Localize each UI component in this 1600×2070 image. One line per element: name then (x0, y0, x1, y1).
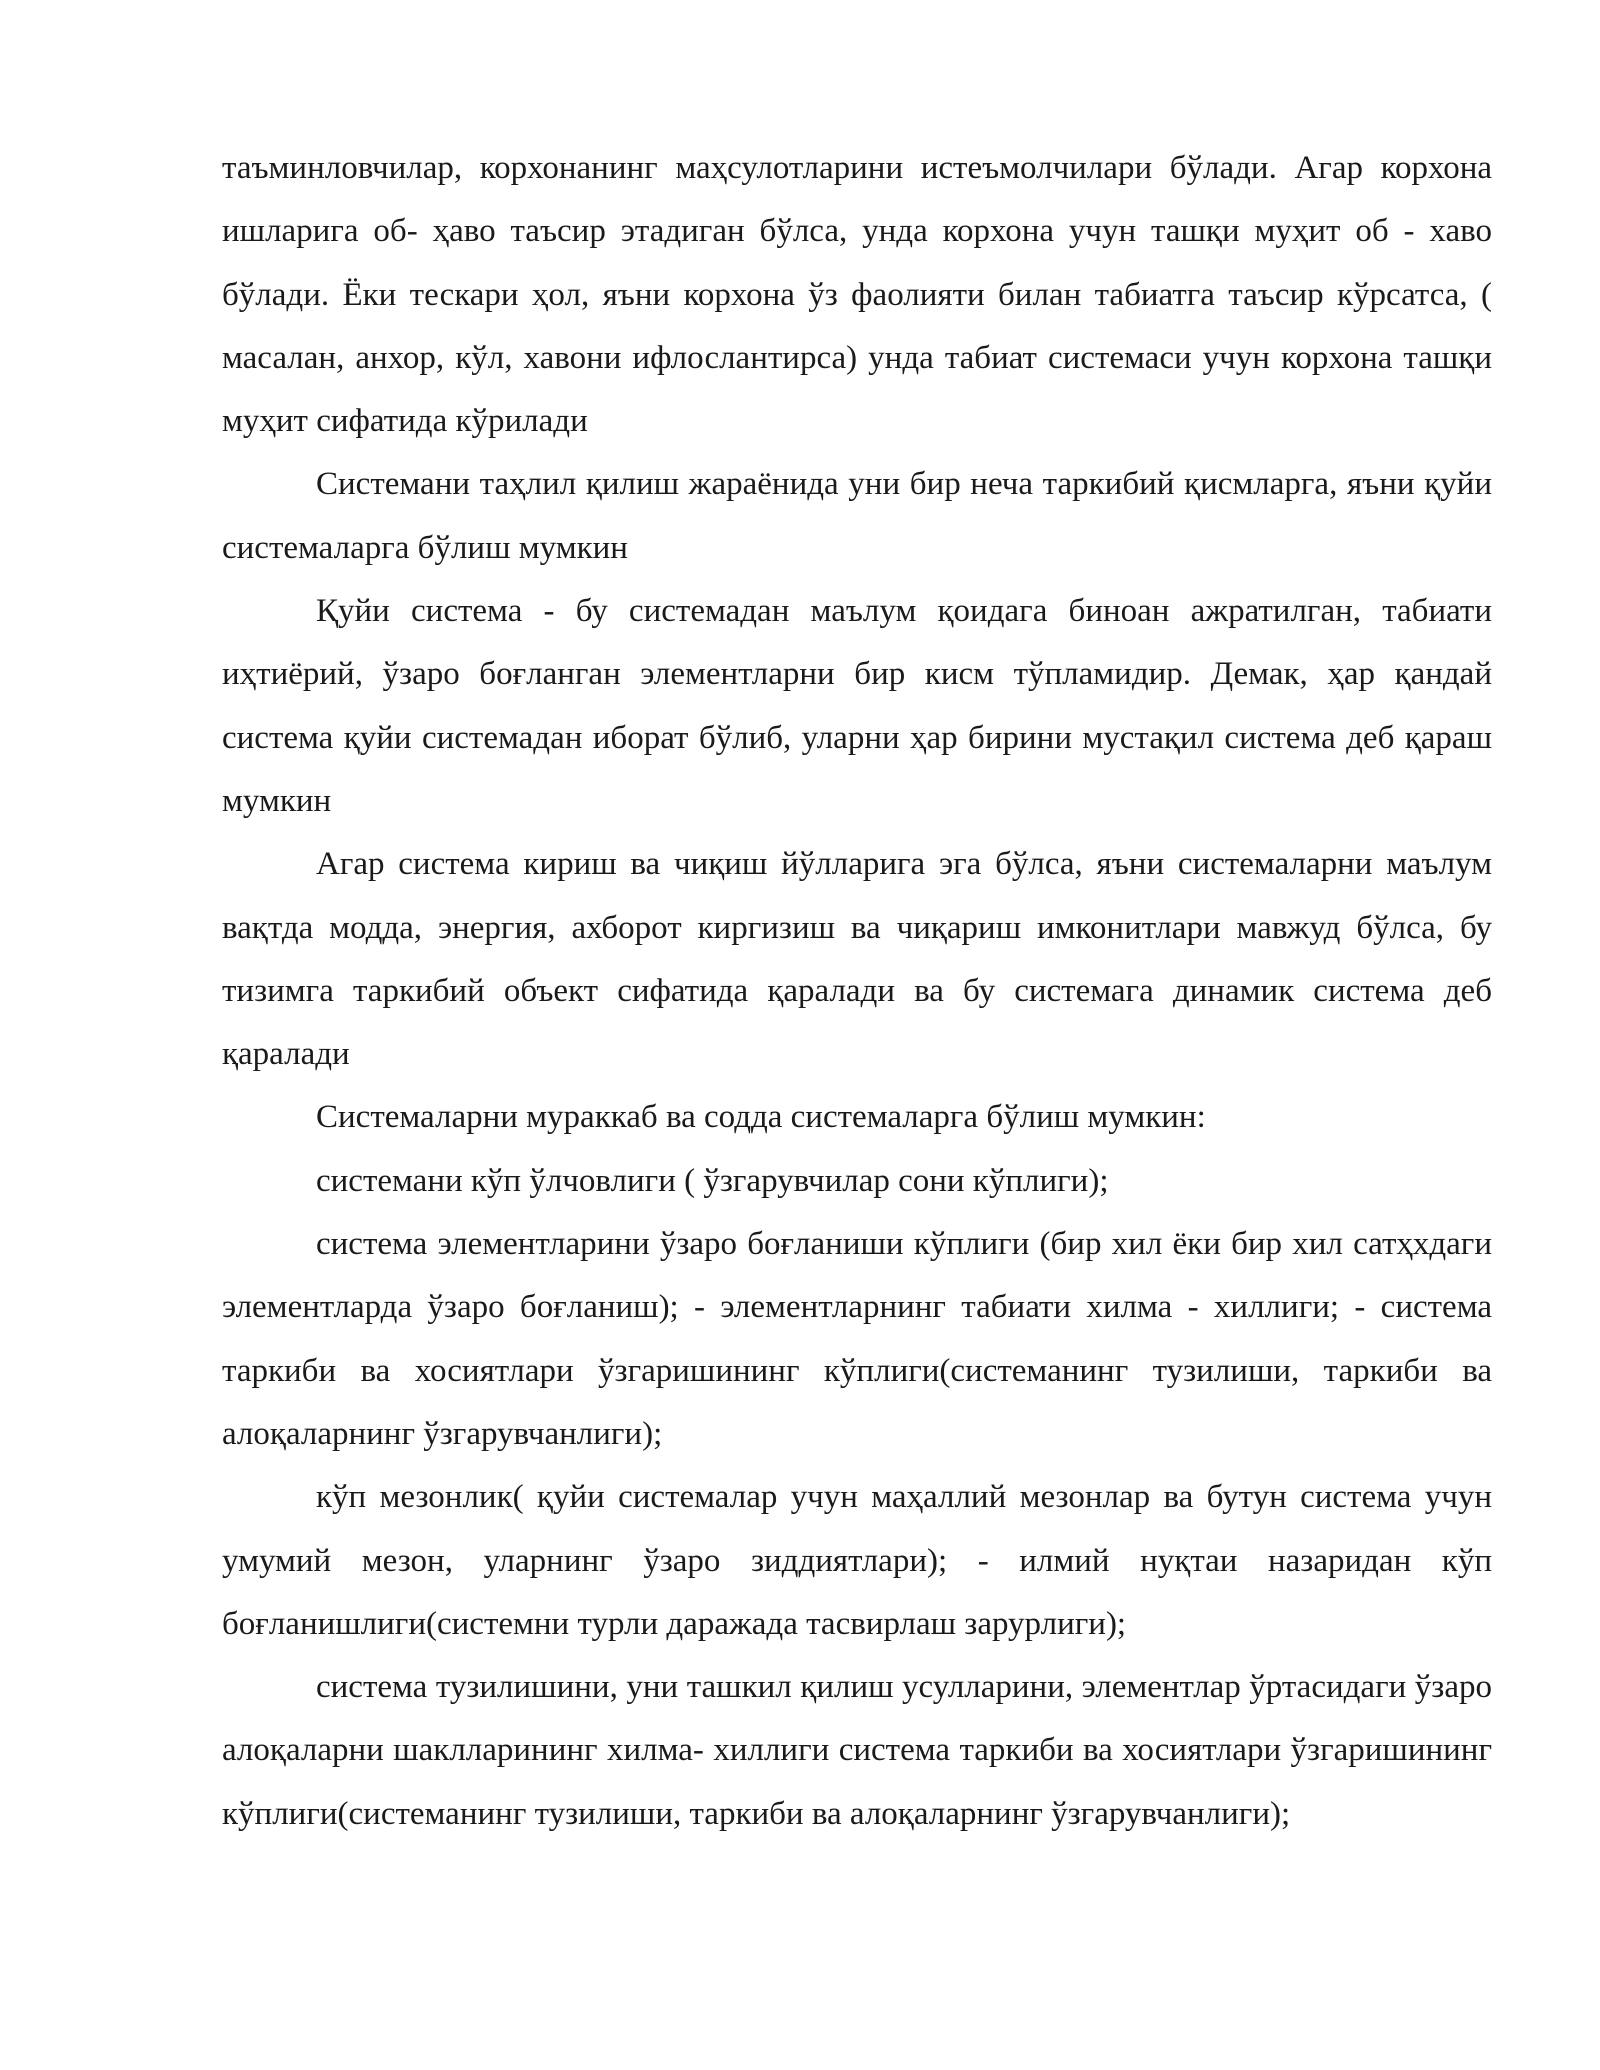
paragraph-environment: таъминловчилар, корхонанинг маҳсулотларини истеъмолчилари бўлади. Агар корхона ишларига об- ҳаво таъсир этадиган бўлса, унда корхона учун ташқи муҳит об - хаво бўлади. Ёки тескари ҳол, яъни корхона ўз фаолияти билан табиатга таъсир кўрсатса, ( масалан, анхор, кўл, хавони ифлослантирса) унда табиат системаси учун корхона ташқи муҳит сифатида кўрилади (222, 150, 1492, 440)
paragraph-complex-simple: Системаларни мураккаб ва содда системаларга бўлиш мумкин: (316, 1099, 1206, 1136)
paragraph-system-analysis: Системани таҳлил қилиш жараёнида уни бир неча таркибий қисмларга, яъни қуйи системаларга бўлиш мумкин (222, 466, 1492, 566)
paragraph-dynamic-system: Агар система кириш ва чиқиш йўлларига эга бўлса, яъни системаларни маълум вақтда модда, энергия, ахборот киргизиш ва чиқариш имконитлари мавжуд бўлса, бу тизимга таркибий объект сифатида қаралади ва бу системага динамик система деб қаралади (222, 846, 1492, 1073)
document-page (222, 137, 1492, 1846)
paragraph-subsystem-definition: Қуйи система - бу системадан маълум қоидага биноан ажратилган, табиати иҳтиёрий, ўзаро боғланган элементларни бир кисм тўпламидир. Демак, ҳар қандай система қуйи системадан иборат бўлиб, уларни ҳар бирини мустақил система деб қараш мумкин (222, 593, 1492, 819)
list-item-structure: система тузилишини, уни ташкил қилиш усулларини, элементлар ўртасидаги ўзаро алоқаларни шаклларининг хилма- хиллиги система таркиби ва хосиятлари ўзгаришининг кўплиги(системанинг тузилиши, таркиби ва алоқаларнинг ўзгарувчанлиги); (222, 1669, 1492, 1832)
list-item-connections: система элементларини ўзаро боғланиши кўплиги (бир хил ёки бир хил сатҳхдаги элементларда ўзаро боғланиш); - элементларнинг табиати хилма - хиллиги; - система таркиби ва хосиятлари ўзгаришининг кўплиги(системанинг тузилиши, таркиби ва алоқаларнинг ўзгарувчанлиги); (222, 1226, 1492, 1452)
list-item-dimensionality: системани кўп ўлчовлиги ( ўзгарувчилар сони кўплиги); (316, 1162, 1109, 1199)
list-item-multicriteria: кўп мезонлик( қуйи системалар учун маҳаллий мезонлар ва бутун система учун умумий мезон, уларнинг ўзаро зиддиятлари); - илмий нуқтаи назаридан кўп боғланишлиги(системни турли даражада тасвирлаш зарурлиги); (222, 1479, 1492, 1642)
